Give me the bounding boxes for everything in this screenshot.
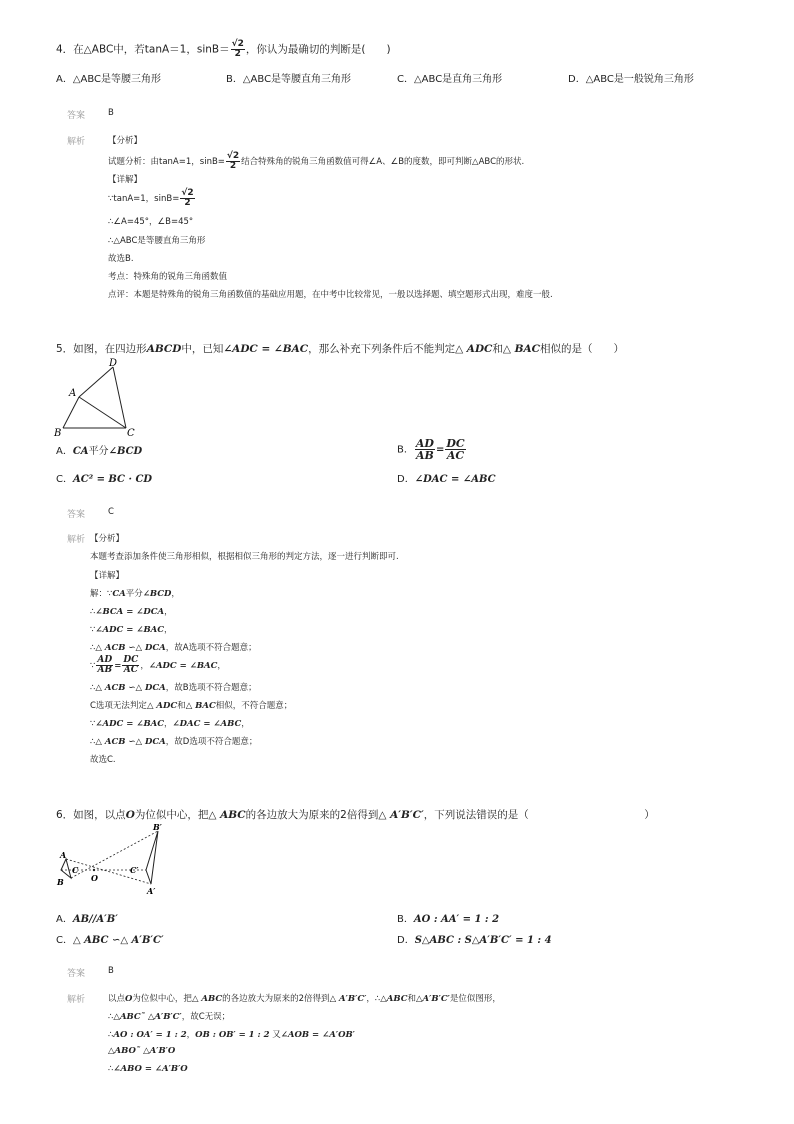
q5-analysis-label: 解析 <box>67 535 86 545</box>
q4-analysis-label: 解析 <box>67 137 86 147</box>
q6-label-a: A <box>60 850 67 860</box>
q5-s8: C选项无法判定△ ADC和△ BAC相似，不符合题意； <box>90 701 293 711</box>
q6-triangle-a2b2c2 <box>146 831 158 884</box>
q5-edge-ad <box>79 367 113 397</box>
q4-line6: 考点：特殊角的锐角三角函数值 <box>108 272 228 282</box>
q6-label-c2: C′ <box>130 865 139 875</box>
q5-s2: 解：∵CA平分∠BCD， <box>90 589 180 599</box>
q4-fenxi: 【分析】 <box>108 136 143 146</box>
q5-s9: ∵∠ADC = ∠BAC，∠DAC = ∠ABC， <box>90 719 250 729</box>
q5-diagonal-ac <box>79 397 126 428</box>
q6-ray-b-b2 <box>71 831 158 878</box>
q6-point-o <box>93 869 95 871</box>
q6-stem: 6．如图，以点O为位似中心，把△ ABC的各边放大为原来的2倍得到△ A′B′C′，下列说法错误的是（ ） <box>56 809 655 821</box>
q5-s3: ∴∠BCA = ∠DCA， <box>90 607 173 617</box>
q4-option-b: B．△ABC是等腰直角三角形 <box>226 74 352 85</box>
q5-quadrilateral-figure <box>50 356 145 440</box>
q4-stem-fraction: $\frac{√2}{2}$ <box>231 39 244 59</box>
q4-line2-fraction: $\frac{√2}{2}$ <box>181 188 194 208</box>
q6-label-b2: B′ <box>153 822 162 832</box>
q5-xiangjie: 【详解】 <box>90 571 125 581</box>
q6-s3: ∴AO : OA′ = 1 : 2，OB : OB′ = 1 : 2 又∠AOB = ∠A′OB′ <box>108 1030 355 1040</box>
q5-label-b: B <box>54 428 62 439</box>
q6-option-b: B．AO : AA′ = 1 : 2 <box>397 914 500 925</box>
q5-label-a: A <box>69 388 77 399</box>
q4-line1: 试题分析：由tanA=1，sinB= $\frac{√2}{2}$ 结合特殊角的锐角三角函数值可得∠A、∠B的度数，即可判断△ABC的形状. <box>108 151 525 171</box>
q4-line5: 故选B. <box>108 254 134 264</box>
q6-option-c: C．△ ABC ∽△ A′B′C′ <box>56 935 164 946</box>
q6-answer: B <box>108 966 114 976</box>
q4-xiangjie: 【详解】 <box>108 175 143 185</box>
q5-option-a: A．CA平分∠BCD <box>56 446 143 457</box>
q6-label-c: C <box>72 865 79 875</box>
q5-label-d: D <box>109 358 118 369</box>
q5-label-c: C <box>127 428 135 439</box>
q4-answer-label: 答案 <box>67 111 86 121</box>
q5-answer: C <box>108 507 114 517</box>
q5-answer-label: 答案 <box>67 510 86 520</box>
q4-line7: 点评：本题是特殊角的锐角三角函数值的基础应用题，在中考中比较常见，一般以选择题、填空题形式出现，难度一般. <box>108 290 553 300</box>
q4-line3: ∴∠A=45°，∠B=45° <box>108 217 194 227</box>
q4-option-a: A．△ABC是等腰三角形 <box>56 74 162 85</box>
q6-option-a: A．AB//A′B′ <box>56 914 118 925</box>
q6-answer-label: 答案 <box>67 969 86 979</box>
q5-option-b: B． $\frac{AD}{AB}$ = $\frac{DC}{AC}$ <box>397 437 465 462</box>
q6-option-d: D．S△ABC : S△A′B′C′ = 1 : 4 <box>397 935 552 946</box>
q5-s5: ∴△ ACB ∽△ DCA，故A选项不符合题意； <box>90 643 257 653</box>
q5-option-b-fraction-1: $\frac{AD}{AB}$ <box>415 437 434 462</box>
q5-edge-dc <box>113 367 126 428</box>
q5-s6-fraction-1: $\frac{AD}{AB}$ <box>97 655 113 675</box>
q6-label-a2: A′ <box>147 886 156 896</box>
q5-s4: ∵∠ADC = ∠BAC， <box>90 625 173 635</box>
q6-triangle-abc <box>61 859 71 878</box>
q6-s1: 以点O为位似中心，把△ ABC的各边放大为原来的2倍得到△ A′B′C′，∴△ABC和△A′B′C′是位似图形， <box>108 994 501 1004</box>
q5-option-b-fraction-2: $\frac{DC}{AC}$ <box>446 437 465 462</box>
q6-s2: ∴△ABC˜ △A′B′C′，故C无误； <box>108 1012 231 1022</box>
q6-s5: ∴∠ABO = ∠A′B′O <box>108 1064 188 1074</box>
q5-s10: ∴△ ACB ∽△ DCA，故D选项不符合题意； <box>90 737 258 747</box>
q6-analysis-label: 解析 <box>67 995 86 1005</box>
q5-edge-ba <box>63 397 79 428</box>
q6-label-o: O <box>91 873 98 883</box>
q5-s1: 本题考查添加条件使三角形相似，根据相似三角形的判定方法，逐一进行判断即可. <box>90 552 399 562</box>
q5-fenxi: 【分析】 <box>90 534 125 544</box>
q4-option-d: D．△ABC是一般锐角三角形 <box>568 74 694 85</box>
q4-line4: ∴△ABC是等腰直角三角形 <box>108 236 206 246</box>
q5-option-c: C．AC² = BC · CD <box>56 474 153 485</box>
q6-label-b: B <box>57 877 64 887</box>
q4-stem: 4．在△ABC中，若tanA＝1，sinB＝ $\frac{√2}{2}$ ，你认为最确切的判断是( ) <box>56 39 391 59</box>
q5-stem: 5．如图，在四边形ABCD中，已知∠ADC = ∠BAC，那么补充下列条件后不能判定△ ADC和△ BAC相似的是（ ） <box>56 343 625 355</box>
q4-line2: ∵tanA=1，sinB= $\frac{√2}{2}$ <box>108 188 194 208</box>
q4-option-c: C．△ABC是直角三角形 <box>397 74 503 85</box>
q5-s6-fraction-2: $\frac{DC}{AC}$ <box>123 655 139 675</box>
q5-s6: ∵ $\frac{AD}{AB}$ = $\frac{DC}{AC}$ ，∠ADC = ∠BAC， <box>90 655 226 675</box>
q5-s11: 故选C. <box>90 755 116 765</box>
q5-s7: ∴△ ACB ∽△ DCA，故B选项不符合题意； <box>90 683 257 693</box>
q4-line1-fraction: $\frac{√2}{2}$ <box>226 151 240 171</box>
q5-option-d: D．∠DAC = ∠ABC <box>397 474 496 485</box>
q4-answer: B <box>108 108 114 118</box>
q6-homothety-figure <box>52 822 172 906</box>
q6-s4: △ABO˜ △A′B′O <box>108 1046 176 1056</box>
